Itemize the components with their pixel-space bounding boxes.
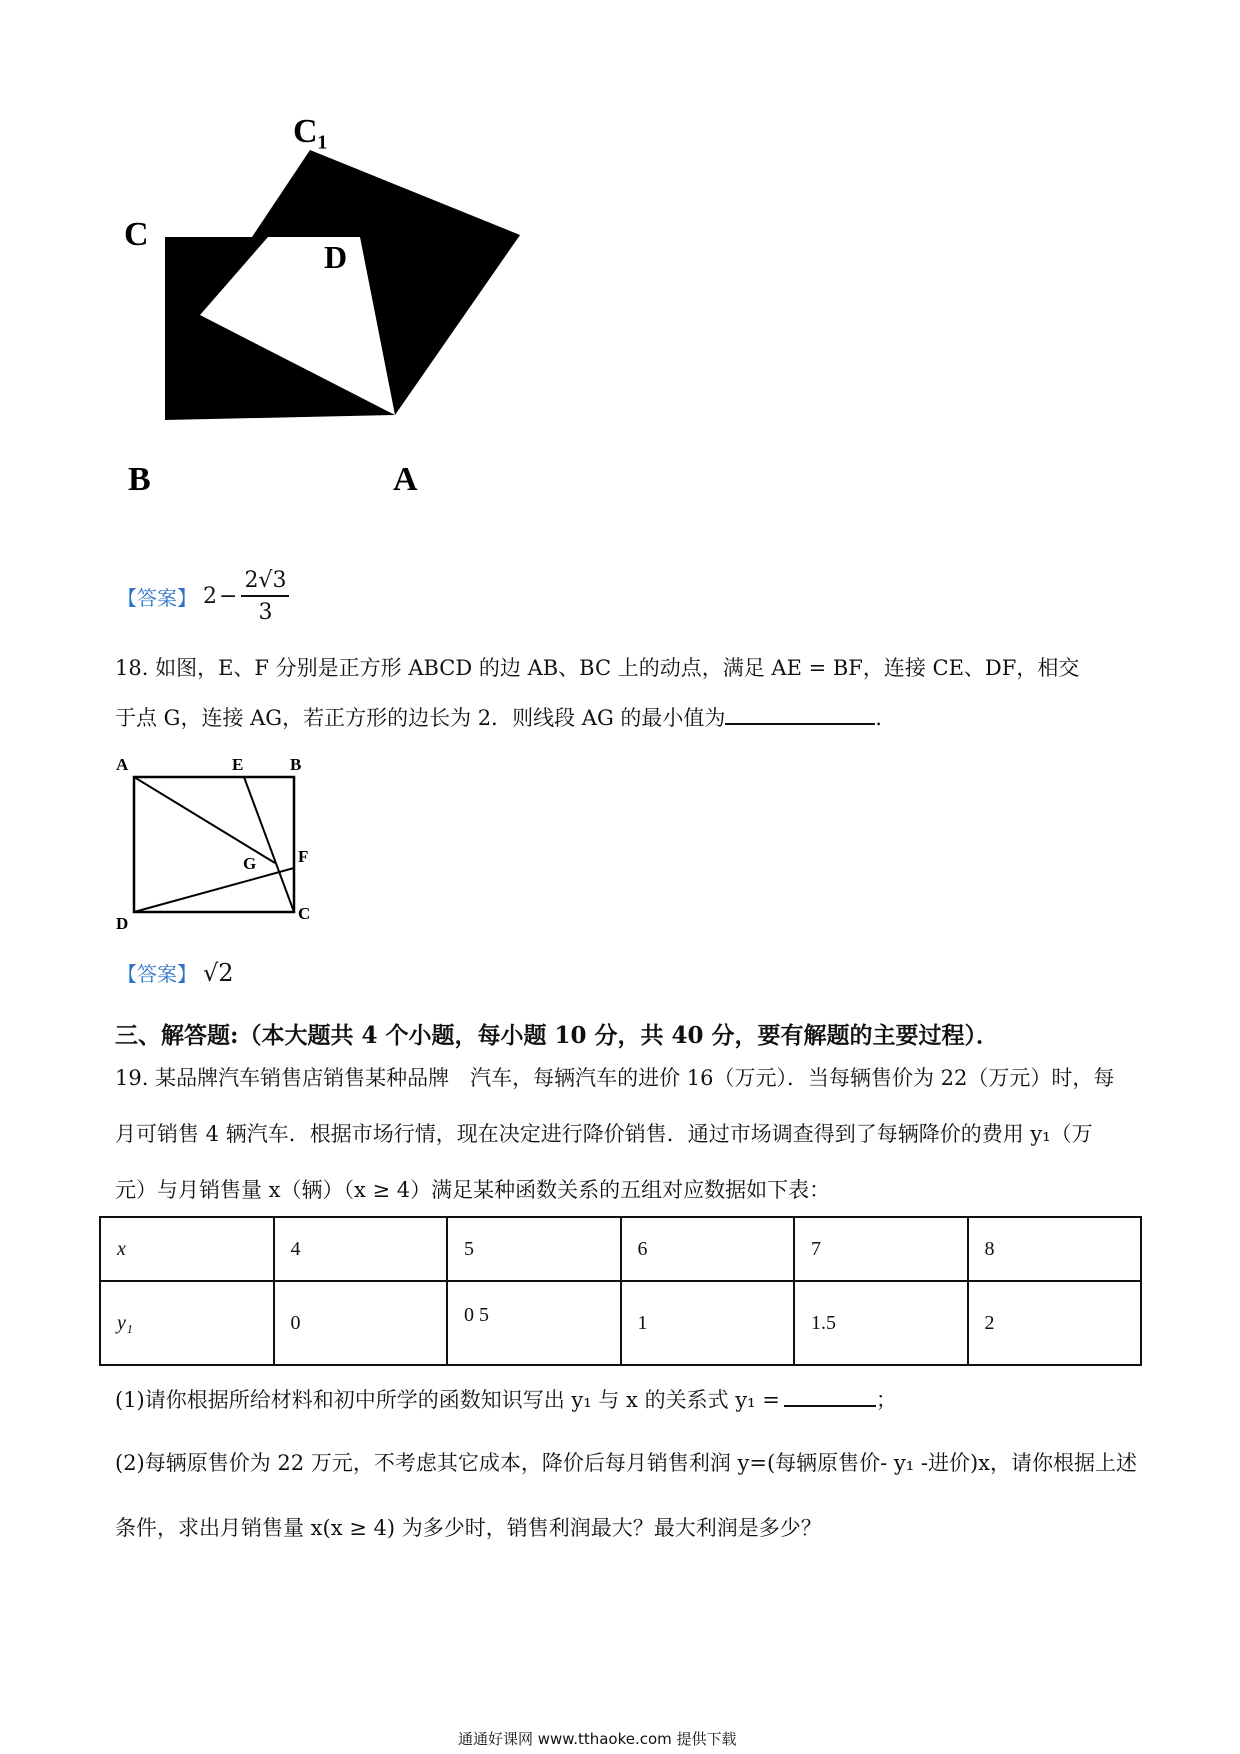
table-cell: 2 <box>968 1281 1142 1365</box>
label-b1: B₁ <box>216 326 246 359</box>
answer-17 <box>117 568 289 625</box>
answer-blank <box>725 723 875 725</box>
answer-label: 【答案】 <box>117 962 197 986</box>
figure-17-squares <box>110 100 580 510</box>
label-d: D <box>116 914 129 933</box>
table-cell: 8 <box>968 1217 1142 1281</box>
table-row <box>100 1217 1141 1281</box>
answer-minus: − <box>219 584 238 609</box>
label-f: F <box>298 847 309 866</box>
q19-line3: 元）与月销售量 x（辆）（x ≥ 4）满足某种函数关系的五组对应数据如下表： <box>115 1178 831 1202</box>
label-b: B <box>128 461 151 498</box>
q19-line2: 月可销售 4 辆汽车．根据市场行情，现在决定进行降价销售．通过市场调查得到了每辆降价的费用 y₁（万 <box>115 1122 1093 1146</box>
q19-part1-end: ； <box>875 1388 897 1412</box>
label-g: G <box>243 854 257 873</box>
fraction-numerator: 2√3 <box>241 568 289 597</box>
label-c1: C₁ <box>293 113 328 150</box>
label-a: A <box>393 461 418 498</box>
table-cell: 1.5 <box>794 1281 968 1365</box>
segment-ce <box>244 777 294 912</box>
section-title: 三、解答题:（本大题共 4 个小题，每小题 10 分，共 40 分，要有解题的主要过程）． <box>115 1022 1000 1049</box>
label-c: C <box>124 216 149 253</box>
answer-whole: 2 <box>203 584 217 609</box>
table-cell: 0 5 <box>447 1281 621 1365</box>
q19-part2-line2: 条件，求出月销售量 x(x ≥ 4) 为多少时，销售利润最大？最大利润是多少？ <box>115 1516 822 1540</box>
data-table <box>99 1216 1142 1366</box>
answer-fraction <box>241 568 289 625</box>
fraction-denominator: 3 <box>258 600 273 625</box>
answer-blank <box>784 1405 876 1407</box>
q19-part2-line1: (2)每辆原售价为 22 万元，不考虑其它成本，降价后每月销售利润 y=(每辆原售价- y₁ -进价)x，请你根据上述 <box>115 1451 1138 1475</box>
table-cell: y₁ <box>100 1281 274 1365</box>
q18-line2 <box>115 708 896 729</box>
q19-part1-text: (1)请你根据所给材料和初中所学的函数知识写出 y₁ 与 x 的关系式 y₁ = <box>115 1388 780 1412</box>
answer-label: 【答案】 <box>117 586 197 610</box>
answer-18 <box>117 958 234 987</box>
table-cell: 7 <box>794 1217 968 1281</box>
table-row <box>100 1281 1141 1365</box>
footer-watermark: 通通好课网 www.tthaoke.com 提供下载 <box>458 1730 737 1748</box>
segment-df <box>134 868 294 912</box>
figure-18-square <box>112 752 322 937</box>
label-d: D <box>324 239 348 275</box>
label-c: C <box>298 904 311 923</box>
q19-line1: 19. 某品牌汽车销售店销售某种品牌 汽车，每辆汽车的进价 16（万元）．当每辆售价为 22（万元）时，每 <box>115 1066 1115 1090</box>
q19-part1 <box>115 1390 897 1411</box>
table-cell: 0 <box>274 1281 448 1365</box>
table-cell: 6 <box>621 1217 795 1281</box>
table-cell: 4 <box>274 1217 448 1281</box>
label-e: E <box>232 755 244 774</box>
label-a: A <box>116 755 129 774</box>
segment-ag <box>134 777 275 863</box>
q18-line2-end: ． <box>875 706 897 730</box>
table-cell: 1 <box>621 1281 795 1365</box>
table-cell: 5 <box>447 1217 621 1281</box>
label-d1: D₁ <box>460 222 491 255</box>
q18-line1: 18. 如图，E、F 分别是正方形 ABCD 的边 AB、BC 上的动点，满足 AE = BF，连接 CE、DF，相交 <box>115 656 1080 680</box>
q18-line2-text: 于点 G，连接 AG，若正方形的边长为 2．则线段 AG 的最小值为 <box>115 706 726 730</box>
answer-value: √2 <box>203 958 234 987</box>
table-cell: x <box>100 1217 274 1281</box>
label-b: B <box>290 755 302 774</box>
